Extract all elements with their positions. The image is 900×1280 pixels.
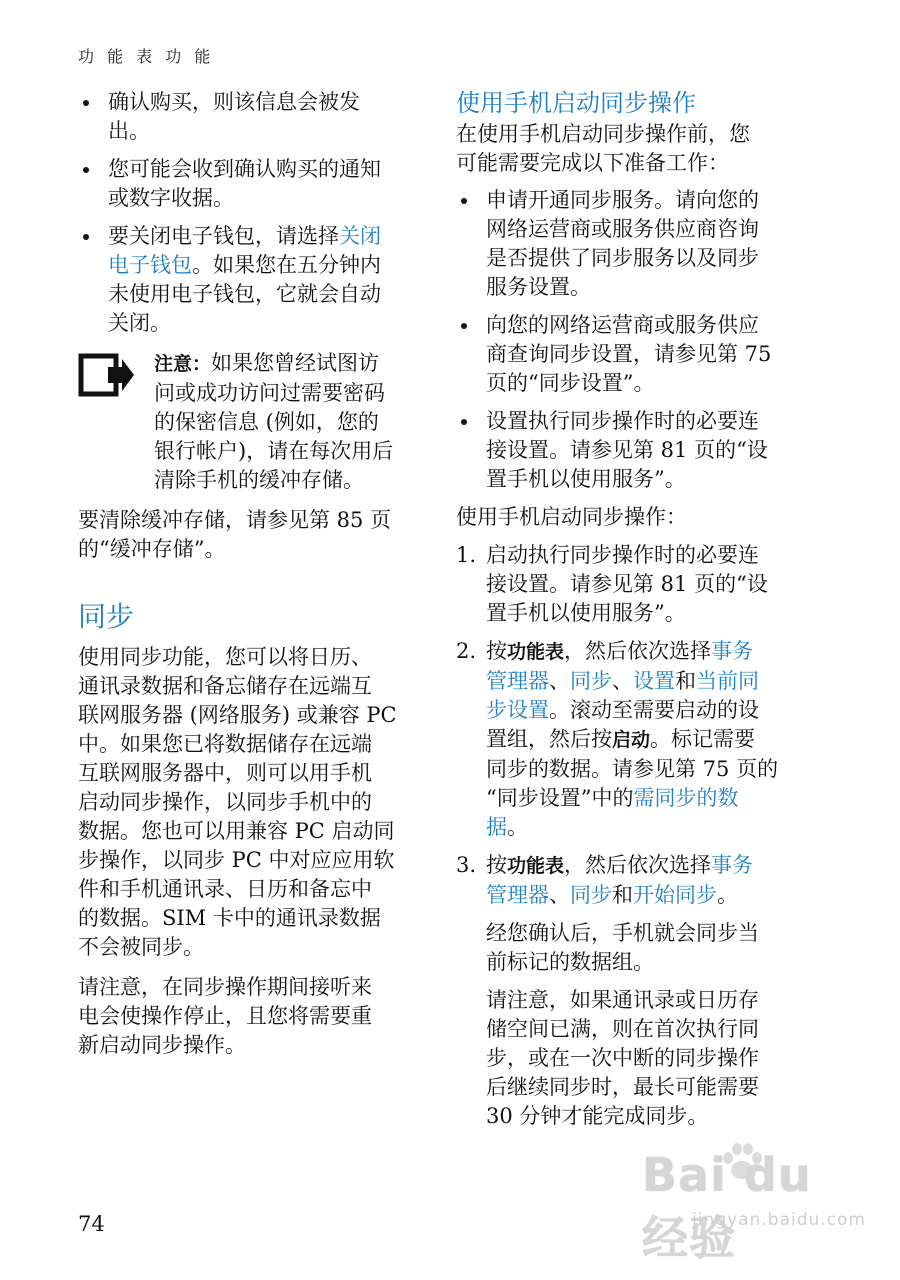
link-data-to-sync[interactable]: 据: [486, 815, 507, 839]
baidu-watermark: [642, 1148, 872, 1265]
watermark-url: jingyan.baidu.com: [692, 1210, 866, 1230]
link-task-manager[interactable]: 事务: [711, 639, 754, 663]
step-3-confirmation: 经您确认后，手机就会同步当 前标记的数据组。: [486, 921, 759, 974]
list-item: 您可能会收到确认购买的通知 或数字收据。: [78, 155, 423, 213]
link-task-manager[interactable]: 管理器: [486, 883, 549, 907]
menu-key-label: 功能表: [507, 855, 565, 877]
list-item: 设置执行同步操作时的必要连 接设置。请参见第 81 页的“设 置手机以使用服务”。: [456, 407, 806, 494]
page-number: 74: [78, 1212, 105, 1236]
left-column: [78, 88, 423, 1060]
section-heading-sync: 同步: [78, 600, 135, 633]
list-item: 向您的网络运营商或服务供应 商查询同步设置，请参见第 75 页的“同步设置”。: [456, 311, 806, 398]
list-item: 确认购买，则该信息会被发 出。: [78, 88, 423, 146]
step-1: 1. 启动执行同步操作时的必要连 接设置。请参见第 81 页的“设 置手机以使用服务”。: [456, 543, 768, 625]
note-icon: [78, 353, 136, 397]
note-label: 注意：: [154, 353, 212, 375]
link-current-sync-settings[interactable]: 当前同: [696, 669, 759, 693]
section-heading-phone-sync: 使用手机启动同步操作: [456, 89, 696, 117]
step-3: 3. 按功能表，然后依次选择事务 管理器、同步和开始同步。 经您确认后，手机就会同步当 前标记的数据组。 请注意，如果通讯录或日历存 储空间已满，则在首次执行同 步，或在一次中断的同步操作 后继续同步时，最长可能需要 30 分钟才能完成同步。: [456, 851, 806, 1131]
link-task-manager[interactable]: 管理器: [486, 669, 549, 693]
section-header: 功 能 表 功 能: [78, 47, 215, 66]
link-sync[interactable]: 同步: [570, 669, 612, 693]
link-sync[interactable]: 同步: [570, 883, 612, 907]
prep-bullet-list: [456, 186, 806, 494]
link-close[interactable]: 关闭: [339, 224, 381, 248]
left-bullet-list: [78, 88, 423, 338]
link-e-wallet[interactable]: 电子钱包: [108, 253, 192, 277]
link-data-to-sync[interactable]: 需同步的数: [633, 786, 739, 810]
cache-reference: 要清除缓冲存储，请参见第 85 页 的“缓冲存储”。: [78, 508, 392, 561]
prep-intro: 在使用手机启动同步操作前，您 可能需要完成以下准备工作：: [456, 122, 750, 175]
start-key-label: 启动: [612, 729, 651, 751]
link-start-sync[interactable]: 开始同步: [633, 883, 717, 907]
menu-key-label: 功能表: [507, 641, 565, 663]
list-item: 申请开通同步服务。请向您的 网络运营商或服务供应商咨询 是否提供了同步服务以及同步 服务设置。: [456, 186, 806, 302]
watermark-logo: Bai du 经验: [642, 1148, 812, 1265]
link-task-manager[interactable]: 事务: [711, 853, 754, 877]
link-current-sync-settings[interactable]: 步设置: [486, 698, 549, 722]
step-2: 2. 按功能表，然后依次选择事务 管理器、同步、设置和当前同 步设置。滚动至需要启动的设 置组，然后按启动。标记需要 同步的数据。请参见第 75 页的 “同步设置”中的需同步的数 据。: [456, 639, 779, 839]
list-item: 要关闭电子钱包，请选择关闭 电子钱包。如果您在五分钟内 未使用电子钱包，它就会自动 关闭。: [78, 222, 423, 338]
steps-intro: 使用手机启动同步操作：: [456, 505, 687, 529]
sync-description: 使用同步功能，您可以将日历、 通讯录数据和备忘储存在远端互 联网服务器 (网络服务) 或兼容 PC 中。如果您已将数据储存在远端 互联网服务器中，则可以用手机 启动同步操作，以同步手机中的 数据。您也可以用兼容 PC 启动同 步操作，以同步 PC 中对应应用软 件和手机通讯录、日历和备忘中 的数据。SIM 卡中的通讯录数据 不会被同步。: [78, 645, 397, 959]
link-settings[interactable]: 设置: [633, 669, 675, 693]
steps-list: [456, 541, 806, 1131]
note-box: 注意：如果您曾经试图访 问或成功访问过需要密码 的保密信息 (例如，您的 银行帐户)，请在每次用后 清除手机的缓冲存储。: [78, 349, 423, 495]
right-column: [456, 88, 806, 1131]
sync-notice: 请注意，在同步操作期间接听来 电会使操作停止，且您将需要重 新启动同步操作。: [78, 975, 372, 1057]
step-3-notice: 请注意，如果通讯录或日历存 储空间已满，则在首次执行同 步，或在一次中断的同步操作 后继续同步时，最长可能需要 30 分钟才能完成同步。: [486, 988, 759, 1128]
